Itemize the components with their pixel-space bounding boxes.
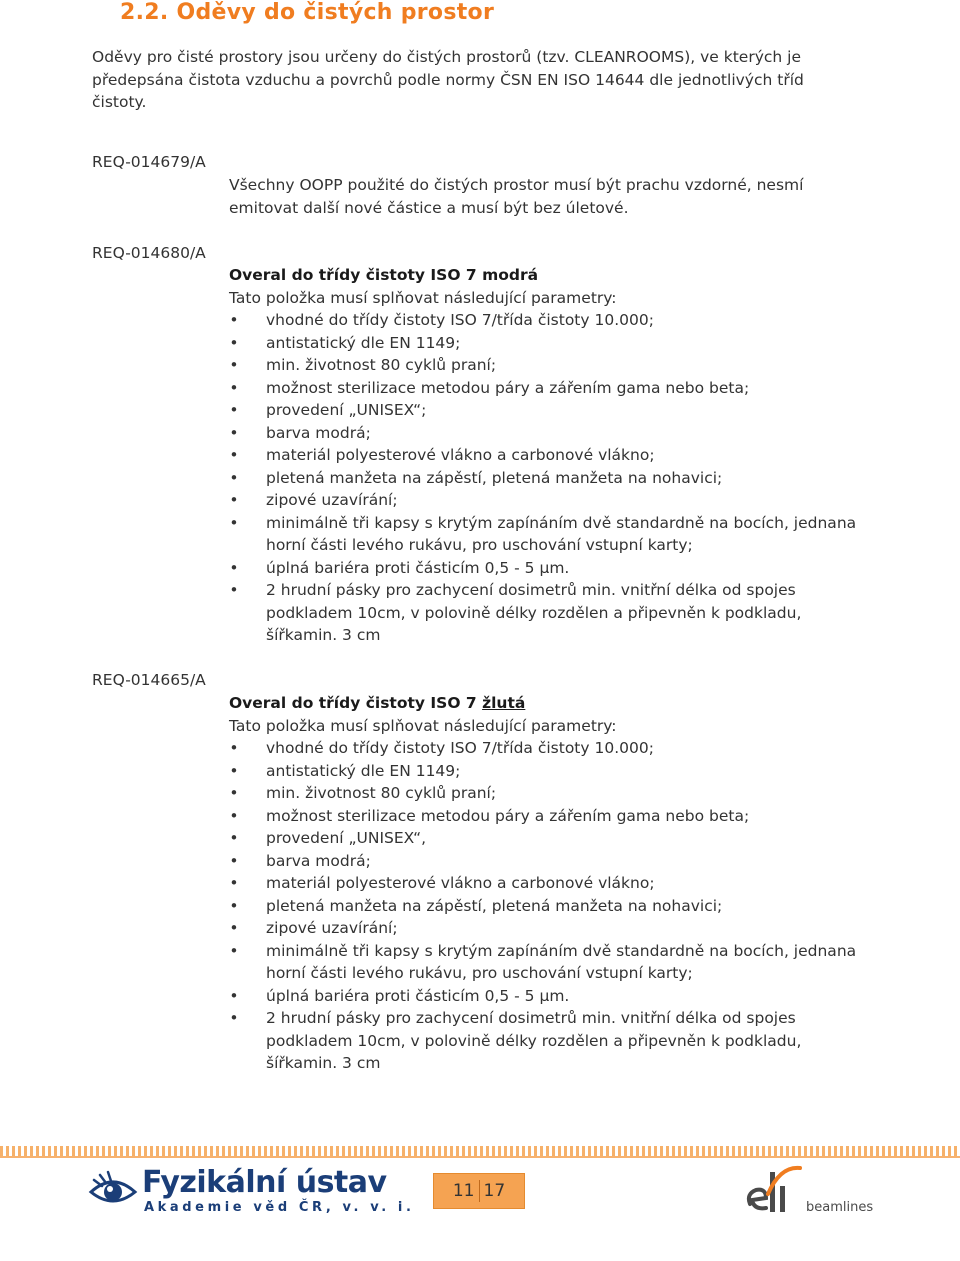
section-intro [92, 46, 872, 114]
requirement-text [229, 174, 869, 219]
requirement-text-line: emitovat další nové částice a musí být bez úletové. [229, 198, 629, 217]
list-item: • úplná bariéra proti částicím 0,5 - 5 μm. [229, 986, 570, 1005]
eli-logo-icon [740, 1164, 806, 1224]
parameter-list [229, 309, 869, 647]
list-item: • vhodné do třídy čistoty ISO 7/třída čistoty 10.000; [229, 311, 654, 329]
list-item: • materiál polyesterové vlákno a carbonové vlákno; [229, 446, 655, 464]
institute-logo [88, 1165, 415, 1222]
list-item: • barva modrá; [229, 423, 371, 442]
footer-divider [0, 1146, 960, 1156]
page-number [433, 1173, 525, 1209]
list-item: • vhodné do třídy čistoty ISO 7/třída čistoty 10.000; [229, 739, 654, 757]
institute-name: Fyzikální ústav [142, 1165, 387, 1200]
list-item: • min. životnost 80 cyklů praní; [229, 784, 497, 802]
requirement-intro: Tato položka musí splňovat následující parametry: [229, 716, 617, 735]
list-item: • pletená manžeta na zápěstí, pletená manžeta na nohavici; [229, 896, 723, 915]
beamlines-label: beamlines [806, 1200, 874, 1215]
eye-logo-icon [88, 1166, 138, 1216]
intro-line: Oděvy pro čisté prostory jsou určeny do čistých prostorů (tzv. CLEANROOMS), ve kterých je [92, 48, 801, 66]
list-item: • zipové uzavírání; [229, 491, 398, 509]
intro-line: čistoty. [92, 93, 147, 111]
list-item: • zipové uzavírání; [229, 919, 398, 937]
requirement-text-line: Všechny OOPP použité do čistých prostor musí být prachu vzdorné, nesmí [229, 176, 804, 194]
list-item: • antistatický dle EN 1149; [229, 333, 461, 352]
page-separator [479, 1180, 480, 1202]
requirement-code: REQ-014679/A [92, 153, 206, 171]
section-heading: 2.2. Oděvy do čistých prostor [120, 0, 495, 25]
list-item: • min. životnost 80 cyklů praní; [229, 356, 497, 374]
parameter-list [229, 737, 869, 1075]
list-item: • 2 hrudní pásky pro zachycení dosimetrů min. vnitřní délka od spojes podkladem 10cm, v polovině délky rozdělen a připevněn k podkladu, šířkamin. 3 cm [229, 581, 802, 644]
list-item: • minimálně tři kapsy s krytým zapínáním dvě standardně na bocích, jednana horní části levého rukávu, pro uschování vstupní karty; [229, 513, 857, 554]
requirement-intro: Tato položka musí splňovat následující parametry: [229, 288, 617, 307]
requirement-code: REQ-014680/A [92, 244, 206, 262]
list-item: • provedení „UNISEX“, [229, 829, 427, 847]
requirement-title: Overal do třídy čistoty ISO 7 žlutá [229, 694, 526, 712]
page-current: 11 [452, 1181, 475, 1201]
requirement-block [229, 264, 869, 647]
list-item: • úplná bariéra proti částicím 0,5 - 5 μm. [229, 558, 570, 577]
requirement-block [229, 692, 869, 1075]
page-total: 17 [483, 1181, 506, 1201]
list-item: • možnost sterilizace metodou páry a zářením gama nebo beta; [229, 806, 750, 825]
list-item: • možnost sterilizace metodou páry a zářením gama nebo beta; [229, 378, 750, 397]
eli-beamlines-logo [740, 1164, 880, 1224]
requirement-code: REQ-014665/A [92, 671, 206, 689]
list-item: • pletená manžeta na zápěstí, pletená manžeta na nohavici; [229, 468, 723, 487]
list-item: • provedení „UNISEX“; [229, 401, 427, 419]
institute-subtitle: Akademie věd ČR, v. v. i. [144, 1200, 415, 1215]
footer-divider-line [0, 1156, 960, 1158]
list-item: • barva modrá; [229, 851, 371, 870]
list-item: • materiál polyesterové vlákno a carbonové vlákno; [229, 874, 655, 892]
list-item: • antistatický dle EN 1149; [229, 761, 461, 780]
list-item: • 2 hrudní pásky pro zachycení dosimetrů min. vnitřní délka od spojes podkladem 10cm, v polovině délky rozdělen a připevněn k podkladu, šířkamin. 3 cm [229, 1009, 802, 1072]
list-item: • minimálně tři kapsy s krytým zapínáním dvě standardně na bocích, jednana horní části levého rukávu, pro uschování vstupní karty; [229, 941, 857, 982]
requirement-title: Overal do třídy čistoty ISO 7 modrá [229, 266, 539, 284]
intro-line: předepsána čistota vzduchu a povrchů podle normy ČSN EN ISO 14644 dle jednotlivých tříd [92, 70, 804, 89]
